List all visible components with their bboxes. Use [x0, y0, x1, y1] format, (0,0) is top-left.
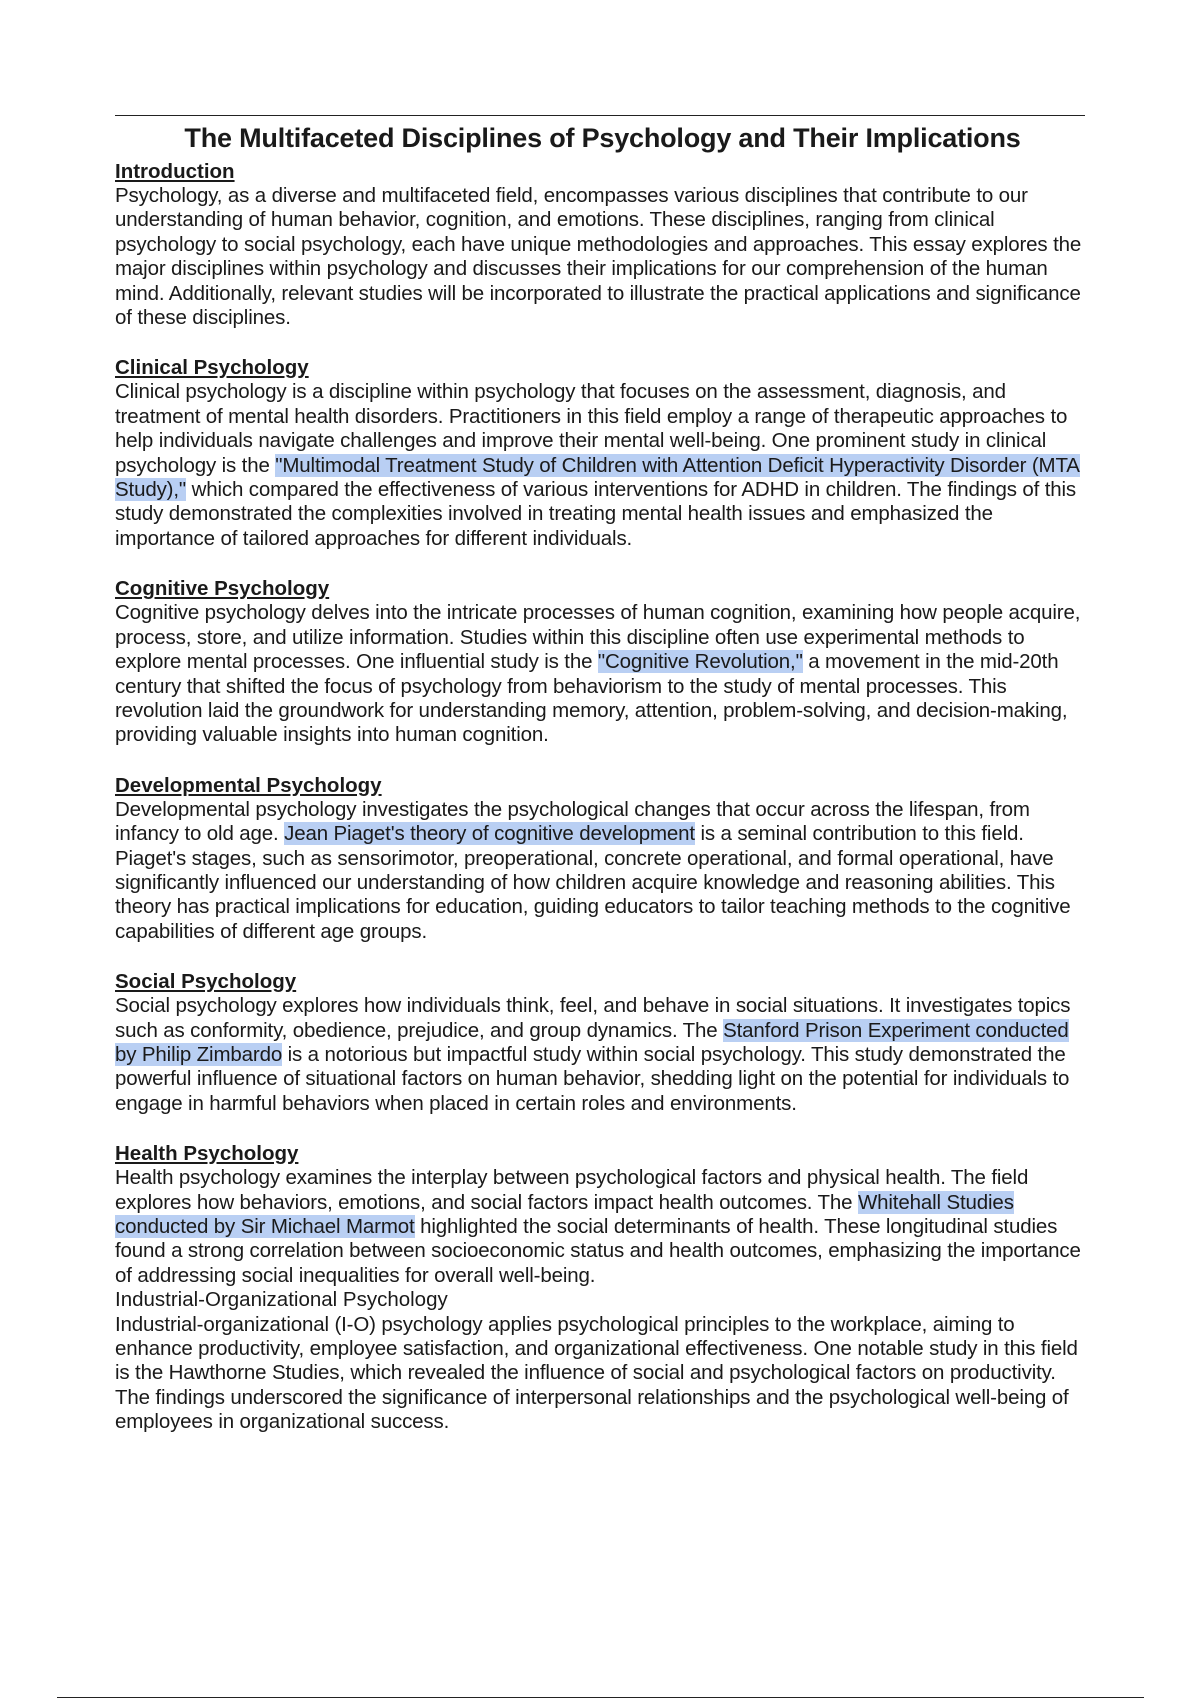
highlighted-text-stanford-prison[interactable]: Stanford Prison Experiment conducted by Philip Zimbardo [115, 1018, 1069, 1066]
section-body-health-psychology [115, 1166, 1090, 1288]
body-text: is a seminal contribution to this field. Piaget's stages, such as sensorimotor, preoperational, concrete operational, and formal operational, have significantly influenced our understanding of how children acquire knowledge and reasoning abilities. This theory has practical implications for education, guiding educators to tailor teaching methods to the cognitive capabilities of different age groups. [115, 822, 1071, 943]
section-body-introduction [115, 184, 1090, 330]
body-text: Health psychology examines the interplay between psychological factors and physical health. The field explores how behaviors, emotions, and social factors impact health outcomes. The [115, 1166, 1029, 1214]
section-heading-health-psychology: Health Psychology [115, 1142, 299, 1166]
section-heading-io-psychology: Industrial-Organizational Psychology [115, 1288, 448, 1312]
body-text: highlighted the social determinants of health. These longitudinal studies found a strong correlation between socioeconomic status and health outcomes, emphasizing the importance of addressing social inequalities for overall well-being. [115, 1215, 1081, 1287]
section-body-clinical-psychology [115, 380, 1090, 551]
body-text: Psychology, as a diverse and multifaceted field, encompasses various disciplines that contribute to our understanding of human behavior, cognition, and emotions. These disciplines, ranging from clinical psychology to social psychology, each have unique methodologies and approaches. This essay explores the major disciplines within psychology and discusses their implications for our comprehension of the human mind. Additionally, relevant studies will be incorporated to illustrate the practical applications and significance of these disciplines. [115, 184, 1082, 330]
section-cognitive-psychology [115, 577, 1090, 747]
body-text: which compared the effectiveness of various interventions for ADHD in children. The findings of this study demonstrated the complexities involved in treating mental health issues and emphasized the importance of tailored approaches for different individuals. [115, 478, 1077, 550]
section-heading-introduction: Introduction [115, 160, 235, 183]
highlighted-text-whitehall-studies[interactable]: Whitehall Studies conducted by Sir Michael Marmot [115, 1190, 1014, 1238]
highlighted-text-cognitive-revolution[interactable]: "Cognitive Revolution," [597, 650, 803, 674]
section-body-cognitive-psychology [115, 601, 1090, 747]
section-body-developmental-psychology [115, 798, 1090, 944]
section-body-io-psychology: Industrial-organizational (I-O) psychology applies psychological principles to the workplace, aiming to enhance productivity, employee satisfaction, and organizational effectiveness. One notable study in this field is the Hawthorne Studies, which revealed the influence of social and psychological factors on productivity. The findings underscored the significance of interpersonal relationships and the psychological well-being of employees in organizational success. [115, 1312, 1078, 1434]
section-health-psychology [115, 1142, 1090, 1434]
section-body-social-psychology [115, 994, 1090, 1116]
highlighted-text-piaget-theory[interactable]: Jean Piaget's theory of cognitive development [284, 822, 695, 846]
section-developmental-psychology [115, 774, 1090, 944]
highlighted-text-mta-study[interactable]: "Multimodal Treatment Study of Children with Attention Deficit Hyperactivity Disorder (MTA Study)," [115, 453, 1080, 502]
section-heading-social-psychology: Social Psychology [115, 970, 297, 994]
body-text: Clinical psychology is a discipline within psychology that focuses on the assessment, diagnosis, and treatment of mental health disorders. Practitioners in this field employ a range of therapeutic approaches to help individuals navigate challenges and improve their mental well-being. One prominent study in clinical psychology is the [115, 380, 1068, 477]
section-heading-cognitive-psychology: Cognitive Psychology [115, 577, 330, 601]
section-social-psychology [115, 970, 1090, 1116]
section-heading-clinical-psychology: Clinical Psychology [115, 356, 309, 380]
bottom-horizontal-rule [57, 1697, 1144, 1698]
section-clinical-psychology [115, 356, 1090, 551]
body-text: a movement in the mid-20th century that shifted the focus of psychology from behaviorism to the study of mental processes. This revolution laid the groundwork for understanding memory, attention, problem-solving, and decision-making, providing valuable insights into human cognition. [115, 650, 1068, 747]
section-heading-developmental-psychology: Developmental Psychology [115, 773, 382, 797]
document-page [115, 120, 1090, 1435]
body-text: Cognitive psychology delves into the intricate processes of human cognition, examining how people acquire, process, store, and utilize information. Studies within this discipline often use experimental methods to explore mental processes. One influential study is the [115, 601, 1081, 674]
section-introduction [115, 160, 1090, 330]
body-text: Developmental psychology investigates the psychological changes that occur across the lifespan, from infancy to old age. [115, 797, 1030, 846]
body-text: Social psychology explores how individuals think, feel, and behave in social situations. It investigates topics such as conformity, obedience, prejudice, and group dynamics. The [115, 994, 1071, 1042]
body-text: is a notorious but impactful study within social psychology. This study demonstrated the powerful influence of situational factors on human behavior, shedding light on the potential for individuals to engage in harmful behaviors when placed in certain roles and environments. [115, 1042, 1070, 1115]
document-title: The Multifaceted Disciplines of Psychology and Their Implications [184, 123, 1021, 153]
top-horizontal-rule [115, 115, 1085, 116]
